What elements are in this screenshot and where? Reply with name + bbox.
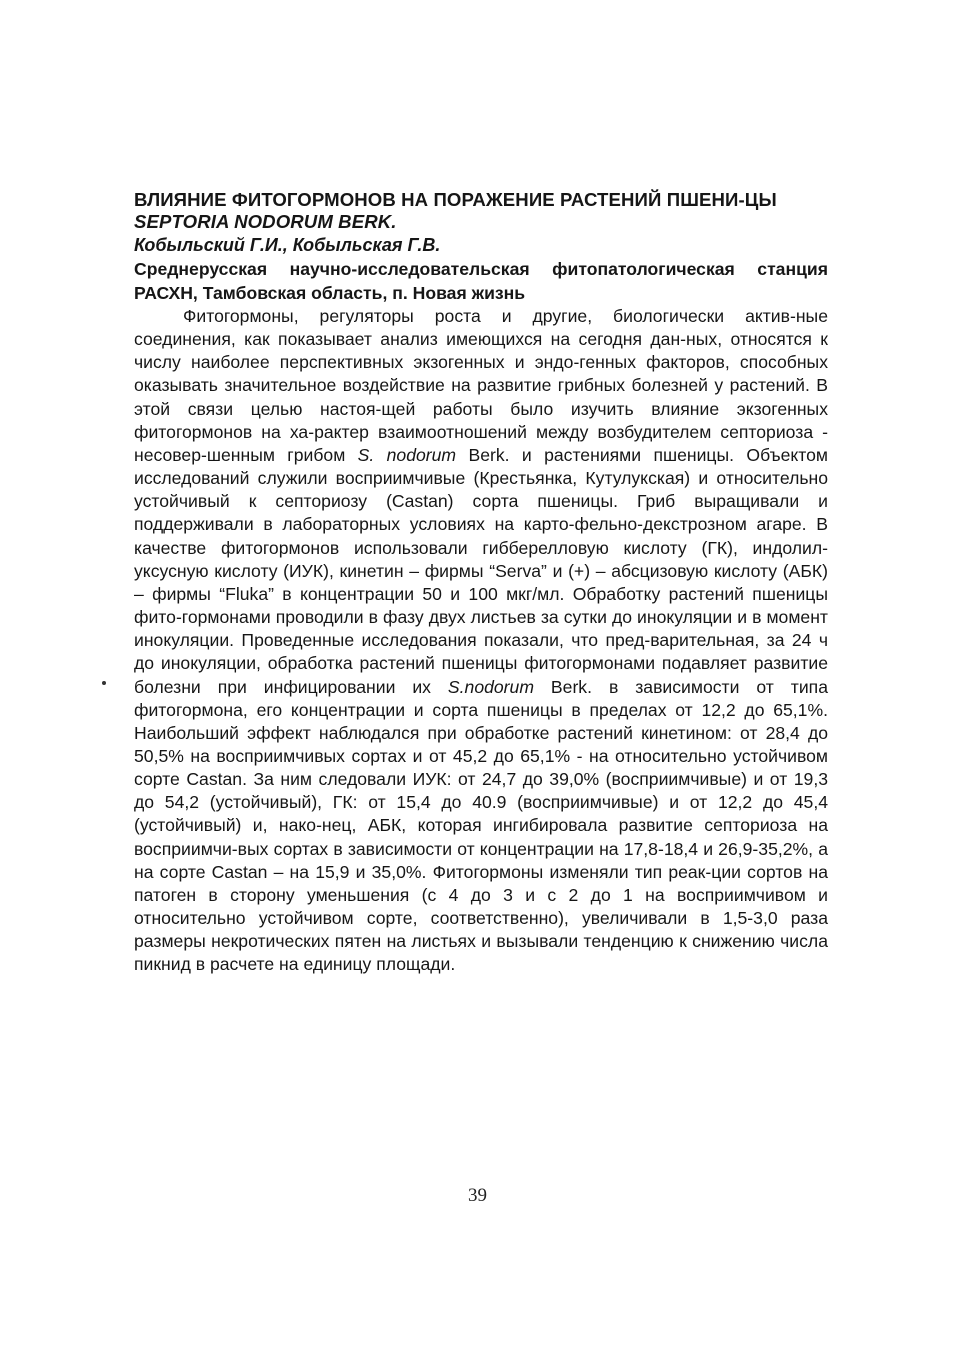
article — [134, 189, 828, 977]
article-body — [134, 305, 828, 977]
species-name-1: S. nodorum — [357, 444, 457, 465]
body-part-3: Berk. в зависимости от типа фитогормона, его концентрации и сорта пшеницы в пределах от 12,2 до 65,1%. Наибольший эффект наблюдался при обработке растений кинетином: от 28,4 до 50,5% на восприимчивых сортах и от 45,2 до 65,1% - на относительно устойчивом сорте Castan. За ним следовали ИУК: от 24,7 до 39,0% (восприимчивые) и от 19,3 до 54,2 (устойчивый), ГК: от 15,4 до 40.9 (восприимчивые) и от 12,2 до 45,4 (устойчивый) и, нако-нец, АБК, которая ингибировала развитие септориоза на восприимчи-вых сортах в зависимости от концентрации на 17,8-18,4 и 26,9-35,2%, а на сорте Castan – на 15,9 и 35,0%. Фитогормоны изменяли тип реак-ции сортов на патоген в сторону уменьшения (с 4 до 3 и с 2 до 1 на восприимчивом и относительно устойчивом сорте, соответственно), увеличивали в 1,5-3,0 раза размеры некротических пятен на листьях и вызывали тенденцию к снижению числа пикнид в расчете на единицу площади. — [134, 676, 828, 975]
article-authors: Кобыльский Г.И., Кобыльская Г.В. — [134, 235, 441, 255]
body-part-1: Фитогормоны, регуляторы роста и другие, биологически актив-ные соединения, как показывает анализ имеющихся на сегодня дан-ных, относятся к числу наиболее перспективных экзогенных и эндо-генных факторов, способных оказывать значительное воздействие на развитие грибных болезней у растений. В этой связи целью настоя-щей работы было изучить влияние экзогенных фитогормонов на ха-рактер взаимоотношений между возбудителем септориоза - несовер-шенным грибом — [134, 306, 828, 465]
article-title-text: ВЛИЯНИЕ ФИТОГОРМОНОВ НА ПОРАЖЕНИЕ РАСТЕНИЙ ПШЕНИ-ЦЫ — [134, 189, 777, 210]
margin-dot-mark — [102, 681, 106, 685]
body-part-2: Berk. и растениями пшеницы. Объектом исследований служили восприимчивые (Крестьянка, Кутулукская) и относительно устойчивый к септориозу (Castan) сорта пшеницы. Гриб выращивали и поддерживали в лабораторных условиях на карто-фельно-декстрозном агаре. В качестве фитогормонов использовали гибберелловую кислоту (ГК), индолил-уксусную кислоту (ИУК), кинетин – фирмы “Serva” и (+) – абсцизовую кислоту (АБК) – фирмы “Fluka” в концентрации 50 и 100 мкг/мл. Обработку растений пшеницы фито-гормонами проводили в фазу двух листьев за сутки до инокуляции и в момент инокуляции. Проведенные исследования показали, что пред-варительная, за 24 ч до инокуляции, обработка растений пшеницы фитогормонами подавляет развитие болезни при инфицировании их — [134, 444, 828, 697]
article-affiliation: Среднерусская научно-исследовательская фитопатологическая станция РАСХН, Тамбовская область, п. Новая жизнь — [134, 259, 828, 303]
page-number: 39 — [468, 1185, 487, 1206]
species-name-2: S.nodorum — [447, 676, 534, 697]
article-title-species: SEPTORIA NODORUM BERK. — [134, 211, 397, 232]
article-title — [134, 189, 828, 233]
